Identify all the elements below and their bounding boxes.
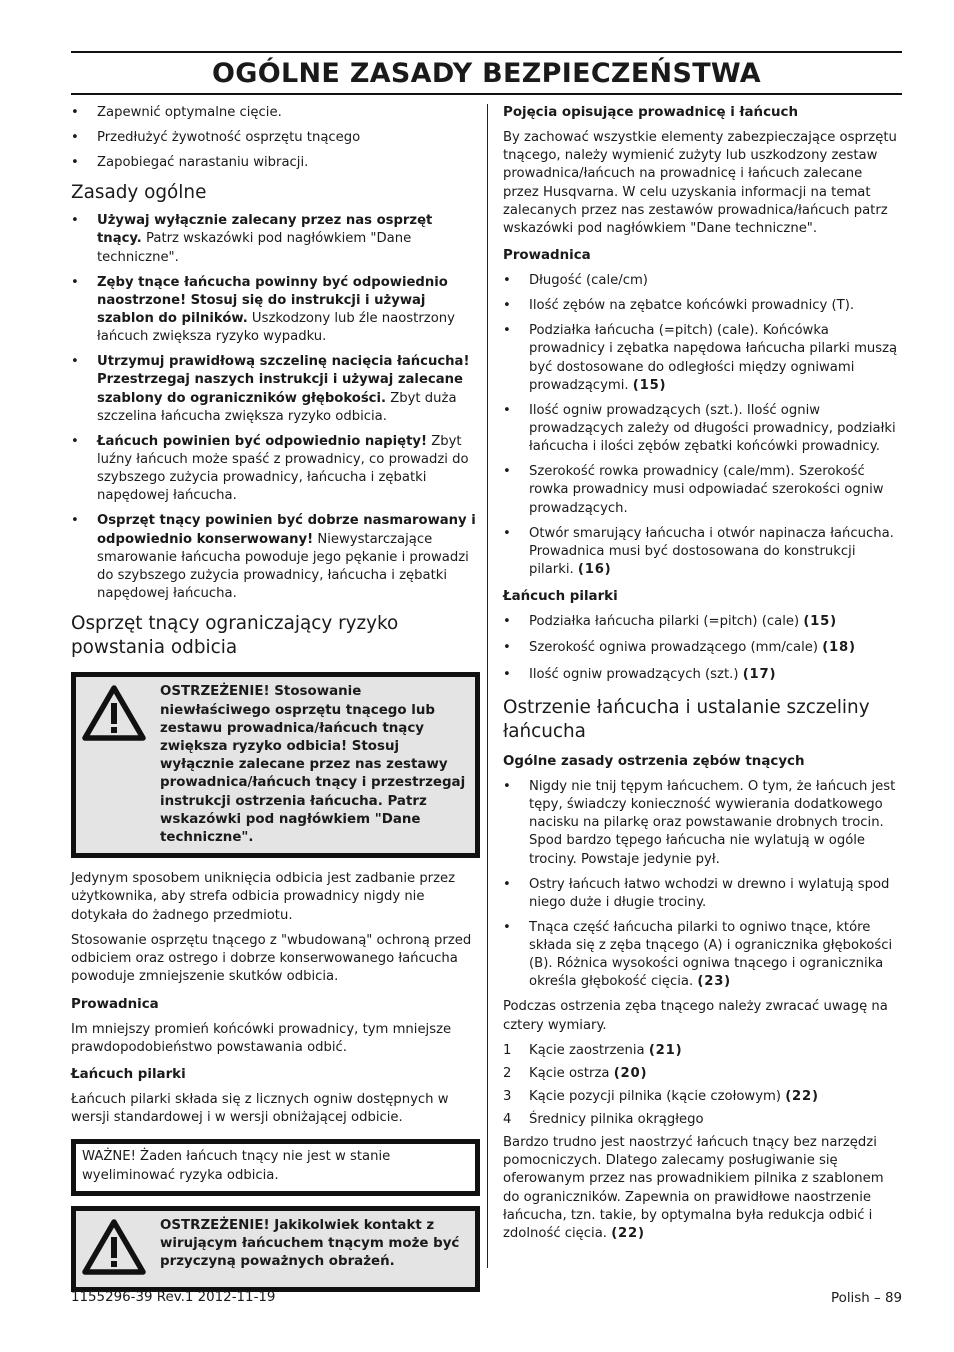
list-item: [71, 274, 480, 347]
subheading-sharpening-rules: Ogólne zasady ostrzenia zębów tnących: [503, 753, 805, 769]
bar-paragraph: Im mniejszy promień końcówki prowadnicy, tym mniejsze prawdopodobieństwo powstawania odbić.: [71, 1021, 452, 1055]
rule-bold: Osprzęt tnący powinien być dobrze nasmarowany i odpowiednio konserwowany!: [97, 513, 476, 547]
list-item: [71, 212, 480, 267]
warning-triangle-icon: [82, 1217, 160, 1281]
item-text: Średnicy pilnika okrągłego: [529, 1111, 704, 1127]
list-item: [503, 402, 902, 457]
item-text: Kącie zaostrzenia: [529, 1042, 649, 1058]
list-item: [503, 463, 902, 518]
item-text: Szerokość rowka prowadnicy (cale/mm). Szerokość rowka prowadnicy musi odpowiadać szerokości ogniw prowadzących.: [529, 464, 884, 516]
list-item: [503, 639, 902, 657]
list-item: [71, 353, 480, 426]
item-number: 1: [503, 1042, 512, 1058]
figure-ref: (20): [613, 1065, 648, 1081]
list-item: • Przedłużyć żywotność osprzętu tnącego: [71, 129, 480, 147]
list-item: [71, 433, 480, 506]
figure-ref: (16): [577, 562, 612, 578]
item-text: Otwór smarujący łańcucha i otwór napinacza łańcucha. Prowadnica musi być dostosowana do konstrukcji pilarki.: [529, 525, 894, 578]
rule-text: Zbyt duża szczelina łańcucha zwiększa ryzyko odbicia.: [97, 390, 457, 424]
chain-paragraph: Łańcuch pilarki składa się z licznych ogniw dostępnych w wersji standardowej i w wersji obniżającej odbicie.: [71, 1091, 449, 1126]
figure-ref: (15): [803, 614, 837, 630]
subheading-bar: Prowadnica: [503, 248, 591, 264]
list-item: [503, 876, 902, 912]
item-text: Ilość ogniw prowadzących (szt.). Ilość ogniw prowadzących zależy od długości prowadnicy, podziałki łańcucha i ilości zębów zębatki końcówki prowadnicy.: [529, 402, 896, 455]
item-number: 2: [503, 1065, 512, 1081]
figure-ref: (22): [785, 1088, 819, 1104]
section-heading-sharpening: Ostrzenie łańcucha i ustalanie szczeliny łańcucha: [503, 696, 870, 742]
list-item: • Zapobiegać narastaniu wibracji.: [71, 154, 480, 172]
figure-ref: (23): [697, 974, 731, 990]
section-heading-kickback: Osprzęt tnący ograniczający ryzyko powstania odbicia: [71, 613, 399, 659]
item-number: 3: [503, 1088, 512, 1104]
figure-ref: (22): [611, 1225, 645, 1241]
list-item: [503, 1088, 902, 1106]
subheading-chain: Łańcuch pilarki: [503, 589, 618, 605]
item-text: Nigdy nie tnij tępym łańcuchem. O tym, że łańcuch jest tępy, świadczy konieczność wywierania dodatkowego nacisku na pilarkę oraz powstawanie drobnych trocin. Spod bardzo tępego łańcucha nie wylatują w ogóle trociny. Powstaje jedynie pył.: [529, 778, 896, 867]
item-text: Długość (cale/cm): [529, 273, 648, 289]
bar-terms-list: [503, 272, 902, 579]
list-item: [503, 322, 902, 395]
rule-text: Niewystarczające smarowanie łańcucha powoduje jego pękanie i prowadzi do szybszego zużycia prowadnicy, łańcucha i zębatki napędowej łańcucha.: [97, 531, 469, 602]
item-text: Podziałka łańcucha pilarki (=pitch) (cale): [529, 614, 804, 630]
rule-text: Zbyt luźny łańcuch może spaść z prowadnicy, co prowadzi do szybszego zużycia prowadnicy, łańcucha i zębatki napędowej łańcucha.: [97, 433, 469, 504]
factors-list: [503, 1042, 902, 1129]
figure-ref: (21): [648, 1042, 683, 1058]
warning-box: [71, 1206, 480, 1292]
item-text: Kącie ostrza: [529, 1065, 614, 1081]
list-item: [503, 525, 902, 580]
item-text: Ilość zębów na zębatce końcówki prowadnicy (T).: [529, 298, 855, 314]
figure-ref: (17): [742, 666, 777, 682]
rule-bold: Zęby tnące łańcucha powinny być odpowiednio naostrzone! Stosuj się do instrukcji i używaj szablon do pilników.: [97, 274, 448, 327]
page-title: OGÓLNE ZASADY BEZPIECZEŃSTWA: [212, 58, 761, 89]
item-number: 4: [503, 1111, 512, 1127]
warning-text: OSTRZEŻENIE! Stosowanie niewłaściwego osprzętu tnącego lub zestawu prowadnica/łańcuch tnący zwiększa ryzyko odbicia! Stosuj wyłącznie zalecane przez nas zestawy prowadnica/łańcuch tnący i przestrzegaj instrukcji ostrzenia łańcucha. Patrz wskazówki pod nagłówkiem "Dane techniczne".: [160, 684, 466, 846]
left-column: [71, 104, 480, 1304]
item-text: Tnąca część łańcucha pilarki to ogniwo tnące, które składa się z zęba tnącego (A) i ogranicznika głębokości (B). Różnica wysokości ogniwa tnącego i ogranicznika określa głębokość cięcia.: [529, 919, 893, 990]
rule-bold: Używaj wyłącznie zalecany przez nas osprzęt tnący.: [97, 213, 433, 247]
right-column: [503, 104, 902, 1250]
list-item: [71, 512, 480, 603]
list-item: [503, 1065, 902, 1083]
list-item: [503, 666, 902, 684]
list-item: [503, 613, 902, 631]
factors-intro: Podczas ostrzenia zęba tnącego należy zwracać uwagę na cztery wymiary.: [503, 999, 888, 1033]
sharpening-rules-list: [503, 778, 902, 992]
subheading-terms: Pojęcia opisujące prowadnicę i łańcuch: [503, 105, 799, 120]
section-heading-general: Zasady ogólne: [71, 182, 207, 204]
item-text: Kącie pozycji pilnika (kącie czołowym): [529, 1088, 786, 1104]
kickback-paragraph: Jedynym sposobem uniknięcia odbicia jest zadbanie przez użytkownika, aby strefa odbicia prowadnicy nigdy nie dotykała do żadnego przedmiotu.: [71, 871, 456, 923]
subheading-chain: Łańcuch pilarki: [71, 1066, 186, 1082]
important-note-text: WAŻNE! Żaden łańcuch tnący nie jest w stanie wyeliminować ryzyka odbicia.: [82, 1149, 391, 1183]
list-item: • Zapewnić optymalne cięcie.: [71, 104, 480, 122]
warning-text: OSTRZEŻENIE! Jakikolwiek kontakt z wirującym łańcuchem tnącym może być przyczyną poważnych obrażeń.: [160, 1217, 460, 1270]
important-note-box: [71, 1139, 480, 1195]
item-text: Szerokość ogniwa prowadzącego (mm/cale): [529, 640, 823, 656]
list-item: [503, 1111, 902, 1129]
figure-ref: (15): [632, 377, 667, 393]
general-rules-list: [71, 212, 480, 603]
item-text: Podziałka łańcucha (=pitch) (cale). Końcówka prowadnicy i zębatka napędowa łańcucha pilarki muszą być dostosowane do odległości między ogniwami prowadzącymi.: [529, 323, 898, 393]
rule-text: Patrz wskazówki pod nagłówkiem "Dane techniczne".: [97, 231, 412, 265]
item-text: Ilość ogniw prowadzących (szt.): [529, 666, 743, 682]
figure-ref: (18): [822, 640, 856, 656]
terms-paragraph: By zachować wszystkie elementy zabezpieczające osprzętu tnącego, należy wymienić zużyty lub uszkodzony zestaw prowadnica/łańcuch na prowadnicę i łańcuch zalecane przez Husqvarna. W celu uzyskania informacji na temat zalecanych przez nas zestawów prowadnica/łańcuch patrz wskazówki pod nagłówkiem "Dane techniczne".: [503, 130, 897, 237]
rule-bold: Utrzymuj prawidłową szczelinę nacięcia łańcucha! Przestrzegaj naszych instrukcji i używaj zalecane szablony do ograniczników głębokości.: [97, 354, 470, 406]
list-item: [503, 778, 902, 869]
column-divider: [487, 104, 488, 1268]
list-item: [503, 1042, 902, 1060]
closing-text: Bardzo trudno jest naostrzyć łańcuch tnący bez narzędzi pomocniczych. Dlatego zalecamy posługiwanie się oferowanym przez nas prowadnikiem pilnika z szablonem do ograniczników. Zapewnia on prawidłowe naostrzenie łańcucha, tzn. takie, by optymalna była redukcja odbić i zdolność cięcia.: [503, 1134, 884, 1241]
header-rule-bottom: [71, 93, 902, 95]
list-item: [503, 272, 902, 290]
footer-page-number: Polish – 89: [831, 1291, 902, 1306]
warning-triangle-icon: [82, 683, 160, 847]
closing-paragraph: [503, 1134, 902, 1243]
subheading-bar: Prowadnica: [71, 996, 159, 1012]
intro-bullet-list: [71, 104, 480, 172]
rule-bold: Łańcuch powinien być odpowiednio napięty!: [97, 433, 427, 449]
kickback-paragraph: Stosowanie osprzętu tnącego z "wbudowaną" ochroną przed odbiciem oraz ostrego i dobrze konserwowanego łańcucha powoduje zmniejszenie skutków odbicia.: [71, 932, 472, 985]
chain-terms-list: [503, 613, 902, 684]
item-text: Ostry łańcuch łatwo wchodzi w drewno i wylatują spod niego duże i długie trociny.: [529, 876, 890, 910]
footer-doc-id: 1155296-39 Rev.1 2012-11-19: [71, 1290, 276, 1305]
rule-text: Uszkodzony lub źle naostrzony łańcuch zwiększa ryzyko wypadku.: [97, 311, 455, 345]
header-rule-top: [71, 51, 902, 53]
list-item: [503, 919, 902, 992]
warning-box: [71, 672, 480, 858]
list-item: [503, 297, 902, 315]
